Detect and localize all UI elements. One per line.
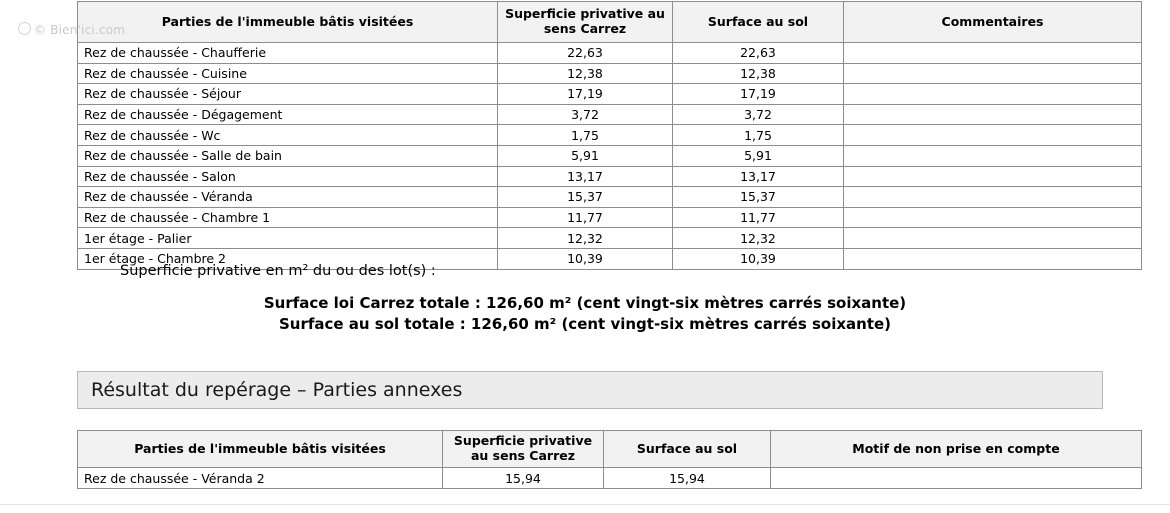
cell-carrez: 5,91 (498, 145, 673, 166)
column-header-carrez: Superficie privative au sens Carrez (443, 431, 604, 468)
cell-comment (844, 125, 1142, 146)
cell-carrez: 12,38 (498, 63, 673, 84)
page-bottom-divider (0, 504, 1170, 505)
table-header-row (78, 431, 1142, 468)
cell-name: Rez de chaussée - Chambre 1 (78, 207, 498, 228)
cell-name: 1er étage - Palier (78, 228, 498, 249)
cell-motif (771, 468, 1142, 489)
cell-name: Rez de chaussée - Salon (78, 166, 498, 187)
total-carrez-line: Surface loi Carrez totale : 126,60 m² (cent vingt-six mètres carrés soixante) (263, 294, 907, 312)
table-row (78, 63, 1142, 84)
cell-sol: 22,63 (673, 43, 844, 64)
cell-name: Rez de chaussée - Dégagement (78, 104, 498, 125)
cell-comment (844, 43, 1142, 64)
table-body (78, 43, 1142, 270)
table-row (78, 166, 1142, 187)
column-header-surface-sol: Surface au sol (604, 431, 771, 468)
cell-comment (844, 228, 1142, 249)
cell-carrez: 15,37 (498, 187, 673, 208)
cell-comment (844, 248, 1142, 269)
section-title: Résultat du repérage – Parties annexes (91, 379, 463, 401)
carrez-measurements-table (77, 1, 1142, 270)
cell-name: Rez de chaussée - Salle de bain (78, 145, 498, 166)
table-row (78, 84, 1142, 105)
cell-carrez: 17,19 (498, 84, 673, 105)
column-header-carrez: Superficie privative au sens Carrez (498, 2, 673, 43)
cell-carrez: 13,17 (498, 166, 673, 187)
cell-sol: 12,32 (673, 228, 844, 249)
cell-name: Rez de chaussée - Véranda (78, 187, 498, 208)
cell-sol: 3,72 (673, 104, 844, 125)
cell-name: 1er étage - Chambre 2 (78, 248, 498, 269)
table-row (78, 228, 1142, 249)
cell-carrez: 15,94 (443, 468, 604, 489)
column-header-commentaires: Commentaires (844, 2, 1142, 43)
cell-comment (844, 187, 1142, 208)
cell-comment (844, 104, 1142, 125)
column-header-parties: Parties de l'immeuble bâtis visitées (78, 431, 443, 468)
section-banner-parties-annexes (77, 371, 1103, 409)
cell-name: Rez de chaussée - Véranda 2 (78, 468, 443, 489)
cell-carrez: 11,77 (498, 207, 673, 228)
cell-comment (844, 207, 1142, 228)
table-row (78, 145, 1142, 166)
lots-superficie-line: Superficie privative en m² du ou des lot(s) : (120, 263, 436, 279)
cell-carrez: 12,32 (498, 228, 673, 249)
cell-sol: 1,75 (673, 125, 844, 146)
column-header-parties: Parties de l'immeuble bâtis visitées (78, 2, 498, 43)
annexes-table (77, 430, 1142, 489)
cell-sol: 12,38 (673, 63, 844, 84)
table-row (78, 125, 1142, 146)
table-row (78, 104, 1142, 125)
cell-comment (844, 145, 1142, 166)
cell-name: Rez de chaussée - Wc (78, 125, 498, 146)
total-sol-line: Surface au sol totale : 126,60 m² (cent vingt-six mètres carrés soixante) (278, 315, 892, 334)
cell-name: Rez de chaussée - Chaufferie (78, 43, 498, 64)
cell-sol: 15,94 (604, 468, 771, 489)
cell-comment (844, 84, 1142, 105)
watermark-logo-icon (18, 22, 31, 35)
cell-carrez: 1,75 (498, 125, 673, 146)
cell-sol: 10,39 (673, 248, 844, 269)
table-row (78, 207, 1142, 228)
cell-name: Rez de chaussée - Séjour (78, 84, 498, 105)
cell-sol: 17,19 (673, 84, 844, 105)
cell-carrez: 3,72 (498, 104, 673, 125)
annex-table-body (78, 468, 1142, 489)
table-header (78, 2, 1142, 43)
cell-name: Rez de chaussée - Cuisine (78, 63, 498, 84)
totals-block (0, 293, 1170, 336)
cell-sol: 13,17 (673, 166, 844, 187)
cell-sol: 15,37 (673, 187, 844, 208)
table-row (78, 187, 1142, 208)
column-header-motif: Motif de non prise en compte (771, 431, 1142, 468)
cell-carrez: 22,63 (498, 43, 673, 64)
cell-sol: 5,91 (673, 145, 844, 166)
annex-table-header (78, 431, 1142, 468)
cell-comment (844, 166, 1142, 187)
table-row (78, 43, 1142, 64)
cell-sol: 11,77 (673, 207, 844, 228)
cell-comment (844, 63, 1142, 84)
cell-carrez: 10,39 (498, 248, 673, 269)
table-row (78, 468, 1142, 489)
table-header-row (78, 2, 1142, 43)
column-header-surface-sol: Surface au sol (673, 2, 844, 43)
watermark-text: © Bien'ici.com (34, 23, 126, 37)
